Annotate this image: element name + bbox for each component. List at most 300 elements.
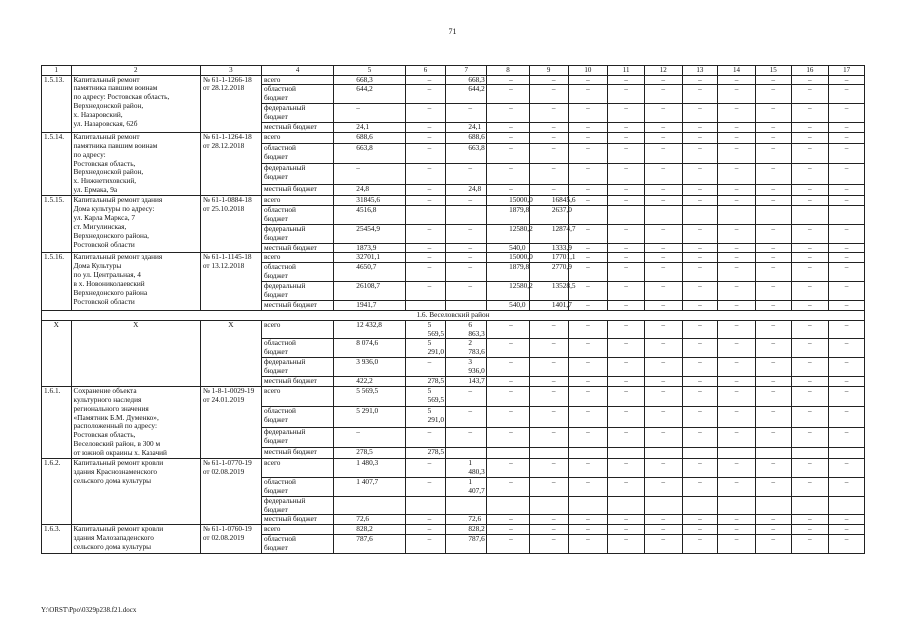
- amount-cell: –: [718, 459, 756, 478]
- amount-cell: [682, 206, 718, 225]
- amount-cell: –: [608, 459, 645, 478]
- amount-cell: –: [791, 143, 829, 164]
- amount-cell: –: [791, 477, 829, 496]
- amount-cell: –: [718, 224, 756, 243]
- amount-cell: –: [755, 253, 791, 263]
- amount-cell: –: [718, 320, 756, 339]
- amount-cell: 787,6: [446, 535, 487, 554]
- amount-cell: –: [405, 253, 446, 263]
- funding-source: местный бюджет: [261, 300, 333, 310]
- amount-cell: –: [487, 143, 530, 164]
- amount-cell: –: [608, 358, 645, 377]
- amount-cell: –: [755, 515, 791, 525]
- object-name: Капитальный ремонт здания Дома Культуры по ул. Центральная, 4 в х. Новониколаевский Верхнедонского района Ростовской области: [71, 253, 200, 310]
- amount-cell: –: [529, 143, 568, 164]
- item-number: Х: [42, 320, 72, 386]
- amount-cell: –: [446, 427, 487, 447]
- amount-cell: –: [682, 377, 718, 387]
- amount-cell: 1401,7: [529, 300, 568, 310]
- column-number: 2: [71, 66, 200, 76]
- amount-cell: –: [405, 358, 446, 377]
- amount-cell: –: [568, 185, 608, 196]
- amount-cell: –: [718, 515, 756, 525]
- amount-cell: –: [568, 377, 608, 387]
- amount-cell: –: [608, 320, 645, 339]
- amount-cell: 1941,7: [334, 300, 405, 310]
- amount-cell: –: [644, 224, 682, 243]
- amount-cell: 5 569,5: [405, 386, 446, 406]
- amount-cell: –: [405, 185, 446, 196]
- amount-cell: –: [529, 104, 568, 123]
- amount-cell: –: [791, 263, 829, 282]
- funding-source: всего: [261, 320, 333, 339]
- amount-cell: –: [608, 196, 645, 206]
- amount-cell: –: [608, 377, 645, 387]
- amount-cell: 2 783,6: [446, 339, 487, 358]
- table-row: [42, 196, 865, 206]
- amount-cell: [644, 496, 682, 515]
- amount-cell: –: [446, 224, 487, 243]
- amount-cell: –: [529, 477, 568, 496]
- amount-cell: –: [446, 196, 487, 206]
- file-path-footer: Y:\ORST\Ppo\0329p238.f21.docx: [41, 606, 137, 614]
- funding-source: местный бюджет: [261, 185, 333, 196]
- amount-cell: –: [644, 525, 682, 535]
- amount-cell: [529, 448, 568, 459]
- amount-cell: –: [718, 104, 756, 123]
- amount-cell: –: [405, 85, 446, 104]
- amount-cell: –: [791, 525, 829, 535]
- funding-source: областной бюджет: [261, 477, 333, 496]
- amount-cell: –: [405, 132, 446, 143]
- amount-cell: –: [644, 339, 682, 358]
- amount-cell: –: [568, 85, 608, 104]
- object-name: Капитальный ремонт кровли здания Малозападенского сельского дома культуры: [71, 525, 200, 554]
- column-number: 7: [446, 66, 487, 76]
- object-name: Сохранение объекта культурного наследия регионального значения «Памятник Б.М. Думенко», расположенный по адресу: Ростовская область, Веселовский район, в 300 м от южной окраины х. Казачий: [71, 386, 200, 458]
- funding-source: федеральный бюджет: [261, 224, 333, 243]
- amount-cell: –: [791, 535, 829, 554]
- amount-cell: –: [829, 358, 865, 377]
- amount-cell: –: [791, 75, 829, 85]
- amount-cell: –: [644, 515, 682, 525]
- amount-cell: –: [405, 515, 446, 525]
- amount-cell: –: [568, 263, 608, 282]
- table-row: [42, 253, 865, 263]
- funding-source: федеральный бюджет: [261, 358, 333, 377]
- amount-cell: –: [791, 386, 829, 406]
- amount-cell: 15000,0: [487, 196, 530, 206]
- amount-cell: –: [405, 243, 446, 253]
- amount-cell: –: [718, 143, 756, 164]
- amount-cell: –: [487, 459, 530, 478]
- amount-cell: –: [682, 282, 718, 301]
- amount-cell: –: [791, 320, 829, 339]
- amount-cell: –: [829, 104, 865, 123]
- item-number: 1.6.2.: [42, 459, 72, 525]
- funding-source: областной бюджет: [261, 85, 333, 104]
- amount-cell: –: [755, 407, 791, 427]
- amount-cell: –: [755, 132, 791, 143]
- table-row: [42, 386, 865, 406]
- amount-cell: 8 074,6: [334, 339, 405, 358]
- amount-cell: [644, 206, 682, 225]
- amount-cell: –: [644, 75, 682, 85]
- amount-cell: [682, 496, 718, 515]
- column-number: 12: [644, 66, 682, 76]
- amount-cell: 1 480,3: [334, 459, 405, 478]
- amount-cell: 668,3: [334, 75, 405, 85]
- amount-cell: –: [405, 263, 446, 282]
- amount-cell: –: [644, 300, 682, 310]
- funding-source: федеральный бюджет: [261, 282, 333, 301]
- column-number: 10: [568, 66, 608, 76]
- amount-cell: 12580,2: [487, 282, 530, 301]
- amount-cell: [405, 206, 446, 225]
- amount-cell: –: [487, 122, 530, 132]
- amount-cell: –: [529, 525, 568, 535]
- object-name: Капитальный ремонт здания Дома культуры по адресу: ул. Карла Маркса, 7 ст. Мигулинская, Верхнедонского района, Ростовской области: [71, 196, 200, 253]
- amount-cell: –: [718, 263, 756, 282]
- amount-cell: –: [682, 427, 718, 447]
- amount-cell: –: [405, 164, 446, 185]
- amount-cell: –: [405, 122, 446, 132]
- amount-cell: –: [755, 525, 791, 535]
- amount-cell: –: [755, 386, 791, 406]
- amount-cell: –: [791, 132, 829, 143]
- amount-cell: –: [487, 339, 530, 358]
- amount-cell: –: [487, 104, 530, 123]
- amount-cell: –: [405, 75, 446, 85]
- document-ref: № 61-1-0770-19 от 02.08.2019: [200, 459, 261, 525]
- amount-cell: –: [682, 535, 718, 554]
- column-number: 17: [829, 66, 865, 76]
- amount-cell: –: [829, 477, 865, 496]
- amount-cell: 1873,9: [334, 243, 405, 253]
- amount-cell: 1 480,3: [446, 459, 487, 478]
- amount-cell: –: [644, 320, 682, 339]
- amount-cell: –: [405, 459, 446, 478]
- amount-cell: –: [755, 185, 791, 196]
- amount-cell: –: [718, 377, 756, 387]
- amount-cell: [791, 448, 829, 459]
- amount-cell: [608, 448, 645, 459]
- item-number: 1.6.1.: [42, 386, 72, 458]
- amount-cell: –: [608, 407, 645, 427]
- amount-cell: –: [718, 282, 756, 301]
- amount-cell: –: [829, 164, 865, 185]
- amount-cell: –: [446, 386, 487, 406]
- amount-cell: –: [608, 85, 645, 104]
- amount-cell: –: [829, 85, 865, 104]
- amount-cell: –: [791, 459, 829, 478]
- amount-cell: 663,8: [334, 143, 405, 164]
- object-name: Х: [71, 320, 200, 386]
- column-number: 15: [755, 66, 791, 76]
- amount-cell: –: [829, 196, 865, 206]
- amount-cell: –: [487, 75, 530, 85]
- amount-cell: –: [608, 515, 645, 525]
- amount-cell: –: [682, 104, 718, 123]
- amount-cell: –: [829, 122, 865, 132]
- amount-cell: –: [755, 143, 791, 164]
- amount-cell: –: [405, 224, 446, 243]
- amount-cell: 2770,9: [529, 263, 568, 282]
- amount-cell: –: [682, 320, 718, 339]
- amount-cell: [682, 448, 718, 459]
- table-row: [42, 75, 865, 85]
- amount-cell: –: [568, 196, 608, 206]
- amount-cell: –: [487, 535, 530, 554]
- amount-cell: –: [568, 164, 608, 185]
- amount-cell: –: [608, 122, 645, 132]
- amount-cell: –: [568, 339, 608, 358]
- amount-cell: –: [682, 132, 718, 143]
- amount-cell: [446, 300, 487, 310]
- section-title: 1.6. Веселовский район: [42, 310, 865, 320]
- amount-cell: 688,6: [334, 132, 405, 143]
- funding-source: всего: [261, 253, 333, 263]
- funding-source: всего: [261, 459, 333, 478]
- amount-cell: –: [568, 477, 608, 496]
- amount-cell: –: [682, 300, 718, 310]
- amount-cell: –: [608, 253, 645, 263]
- amount-cell: 143,7: [446, 377, 487, 387]
- funding-source: местный бюджет: [261, 122, 333, 132]
- amount-cell: –: [568, 515, 608, 525]
- amount-cell: –: [791, 243, 829, 253]
- amount-cell: 5 569,5: [334, 386, 405, 406]
- amount-cell: –: [829, 515, 865, 525]
- amount-cell: –: [568, 143, 608, 164]
- amount-cell: 540,0: [487, 243, 530, 253]
- item-number: 1.5.14.: [42, 132, 72, 195]
- amount-cell: –: [568, 407, 608, 427]
- amount-cell: 787,6: [334, 535, 405, 554]
- amount-cell: –: [568, 104, 608, 123]
- amount-cell: –: [829, 143, 865, 164]
- amount-cell: 3 936,0: [446, 358, 487, 377]
- amount-cell: –: [405, 282, 446, 301]
- amount-cell: [446, 496, 487, 515]
- document-ref: № 61-1-0760-19 от 02.08.2019: [200, 525, 261, 554]
- amount-cell: 5 291,0: [405, 339, 446, 358]
- column-number: 16: [791, 66, 829, 76]
- amount-cell: –: [487, 320, 530, 339]
- amount-cell: –: [446, 282, 487, 301]
- item-number: 1.5.16.: [42, 253, 72, 310]
- amount-cell: [529, 496, 568, 515]
- amount-cell: –: [487, 377, 530, 387]
- amount-cell: –: [405, 104, 446, 123]
- column-number: 8: [487, 66, 530, 76]
- item-number: 1.5.13.: [42, 75, 72, 132]
- amount-cell: –: [755, 339, 791, 358]
- amount-cell: [405, 300, 446, 310]
- amount-cell: –: [529, 75, 568, 85]
- document-ref: № 61-1-0884-18 от 25.10.2018: [200, 196, 261, 253]
- amount-cell: –: [644, 122, 682, 132]
- amount-cell: –: [718, 477, 756, 496]
- funding-source: областной бюджет: [261, 263, 333, 282]
- column-number: 13: [682, 66, 718, 76]
- amount-cell: [718, 206, 756, 225]
- amount-cell: –: [755, 263, 791, 282]
- amount-cell: –: [718, 339, 756, 358]
- amount-cell: –: [487, 164, 530, 185]
- amount-cell: –: [405, 535, 446, 554]
- funding-source: всего: [261, 525, 333, 535]
- amount-cell: –: [568, 122, 608, 132]
- amount-cell: [829, 496, 865, 515]
- amount-cell: [487, 448, 530, 459]
- amount-cell: –: [682, 164, 718, 185]
- funding-source: местный бюджет: [261, 377, 333, 387]
- amount-cell: –: [608, 104, 645, 123]
- amount-cell: 828,2: [446, 525, 487, 535]
- amount-cell: 663,8: [446, 143, 487, 164]
- amount-cell: –: [791, 122, 829, 132]
- amount-cell: –: [644, 407, 682, 427]
- amount-cell: –: [682, 525, 718, 535]
- amount-cell: 278,5: [405, 377, 446, 387]
- amount-cell: –: [529, 339, 568, 358]
- table-row: [42, 459, 865, 478]
- amount-cell: –: [791, 377, 829, 387]
- funding-source: местный бюджет: [261, 243, 333, 253]
- amount-cell: –: [568, 253, 608, 263]
- amount-cell: 17701,1: [529, 253, 568, 263]
- amount-cell: 644,2: [446, 85, 487, 104]
- amount-cell: –: [755, 243, 791, 253]
- amount-cell: –: [529, 535, 568, 554]
- amount-cell: –: [718, 185, 756, 196]
- funding-source: федеральный бюджет: [261, 496, 333, 515]
- amount-cell: –: [718, 164, 756, 185]
- amount-cell: –: [718, 407, 756, 427]
- amount-cell: –: [682, 224, 718, 243]
- column-number: 14: [718, 66, 756, 76]
- amount-cell: –: [644, 535, 682, 554]
- amount-cell: 16845,6: [529, 196, 568, 206]
- amount-cell: –: [718, 358, 756, 377]
- amount-cell: –: [334, 164, 405, 185]
- amount-cell: –: [682, 459, 718, 478]
- amount-cell: –: [755, 459, 791, 478]
- funding-source: федеральный бюджет: [261, 427, 333, 447]
- amount-cell: –: [644, 104, 682, 123]
- amount-cell: [755, 206, 791, 225]
- amount-cell: –: [829, 525, 865, 535]
- amount-cell: –: [791, 407, 829, 427]
- amount-cell: –: [644, 253, 682, 263]
- amount-cell: –: [487, 132, 530, 143]
- amount-cell: –: [755, 282, 791, 301]
- item-number: 1.6.3.: [42, 525, 72, 554]
- amount-cell: –: [829, 386, 865, 406]
- amount-cell: –: [405, 196, 446, 206]
- amount-cell: 4650,7: [334, 263, 405, 282]
- amount-cell: 5 569,5: [405, 320, 446, 339]
- amount-cell: –: [718, 525, 756, 535]
- amount-cell: –: [718, 196, 756, 206]
- amount-cell: –: [718, 253, 756, 263]
- amount-cell: –: [405, 525, 446, 535]
- amount-cell: [644, 448, 682, 459]
- amount-cell: 12580,2: [487, 224, 530, 243]
- amount-cell: [755, 448, 791, 459]
- column-number: 6: [405, 66, 446, 76]
- amount-cell: –: [829, 535, 865, 554]
- amount-cell: 422,2: [334, 377, 405, 387]
- amount-cell: –: [829, 339, 865, 358]
- amount-cell: –: [446, 164, 487, 185]
- item-number: 1.5.15.: [42, 196, 72, 253]
- amount-cell: 13528,5: [529, 282, 568, 301]
- amount-cell: –: [487, 185, 530, 196]
- column-number: 11: [608, 66, 645, 76]
- amount-cell: [568, 448, 608, 459]
- funding-source: всего: [261, 196, 333, 206]
- section-row: [42, 310, 865, 320]
- amount-cell: –: [682, 407, 718, 427]
- amount-cell: –: [718, 243, 756, 253]
- amount-cell: –: [529, 407, 568, 427]
- object-name: Капитальный ремонт памятника павшим воинам по адресу: Ростовская область, Верхнедонской район, х. Назаровский, ул. Назаровская, 62б: [71, 75, 200, 132]
- amount-cell: 540,0: [487, 300, 530, 310]
- amount-cell: [334, 496, 405, 515]
- amount-cell: 3 936,0: [334, 358, 405, 377]
- amount-cell: –: [829, 282, 865, 301]
- amount-cell: [568, 206, 608, 225]
- amount-cell: –: [644, 243, 682, 253]
- column-number: 9: [529, 66, 568, 76]
- amount-cell: –: [682, 243, 718, 253]
- funding-source: областной бюджет: [261, 143, 333, 164]
- funding-source: местный бюджет: [261, 448, 333, 459]
- amount-cell: 644,2: [334, 85, 405, 104]
- amount-cell: –: [529, 358, 568, 377]
- amount-cell: –: [608, 132, 645, 143]
- document-ref: № 1-8-1-0029-19 от 24.01.2019: [200, 386, 261, 458]
- amount-cell: –: [829, 407, 865, 427]
- amount-cell: –: [791, 196, 829, 206]
- amount-cell: –: [529, 377, 568, 387]
- amount-cell: –: [829, 243, 865, 253]
- amount-cell: –: [446, 263, 487, 282]
- amount-cell: 72,6: [334, 515, 405, 525]
- amount-cell: –: [755, 300, 791, 310]
- amount-cell: –: [755, 320, 791, 339]
- amount-cell: –: [644, 132, 682, 143]
- amount-cell: 1879,8: [487, 263, 530, 282]
- funding-source: федеральный бюджет: [261, 164, 333, 185]
- amount-cell: –: [791, 300, 829, 310]
- amount-cell: –: [682, 515, 718, 525]
- amount-cell: –: [682, 143, 718, 164]
- amount-cell: –: [718, 535, 756, 554]
- amount-cell: 32701,1: [334, 253, 405, 263]
- funding-source: всего: [261, 132, 333, 143]
- amount-cell: –: [682, 85, 718, 104]
- amount-cell: –: [608, 477, 645, 496]
- amount-cell: –: [529, 427, 568, 447]
- amount-cell: –: [608, 185, 645, 196]
- amount-cell: –: [568, 427, 608, 447]
- amount-cell: –: [718, 300, 756, 310]
- amount-cell: [829, 206, 865, 225]
- amount-cell: –: [568, 132, 608, 143]
